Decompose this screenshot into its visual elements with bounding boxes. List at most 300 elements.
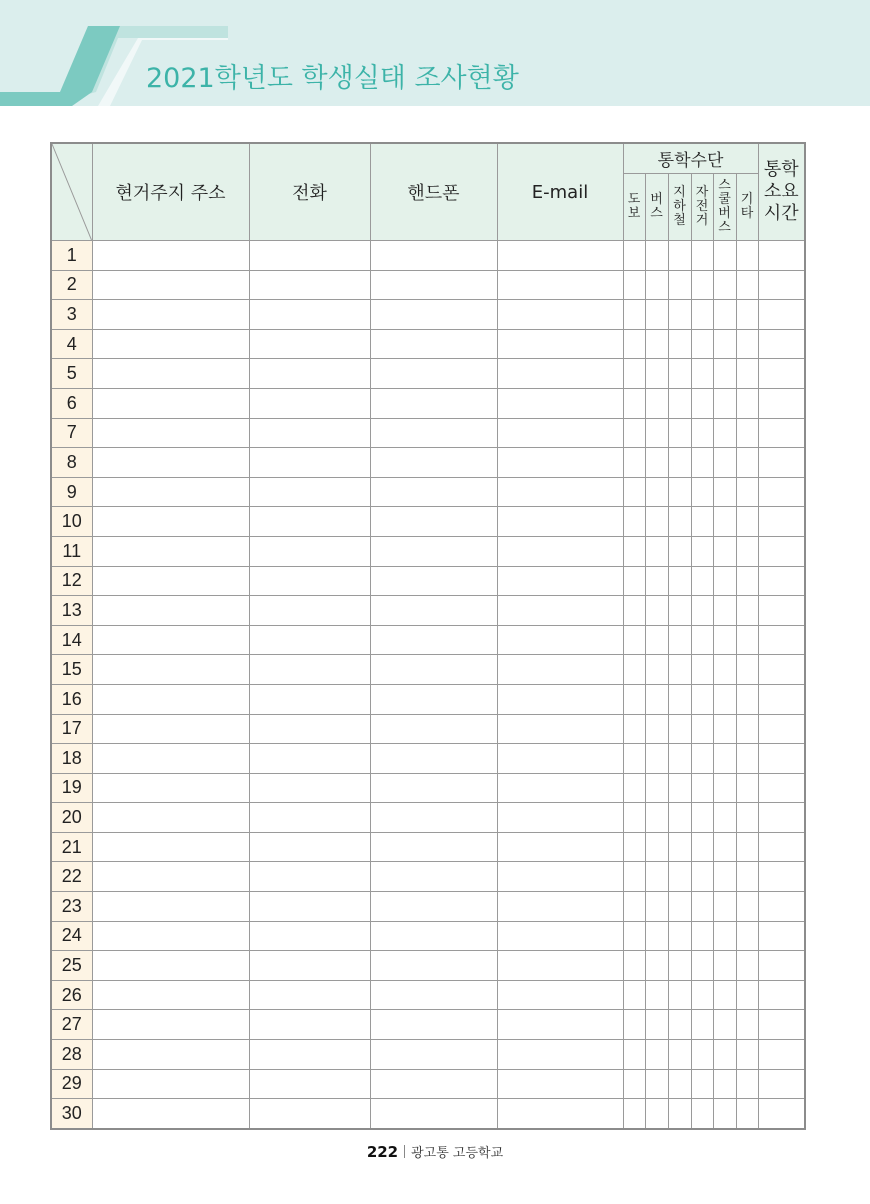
entry-cell[interactable] (249, 477, 370, 507)
entry-cell[interactable] (249, 744, 370, 774)
entry-cell[interactable] (623, 418, 645, 448)
entry-cell[interactable] (370, 832, 497, 862)
entry-cell[interactable] (623, 477, 645, 507)
entry-cell[interactable] (713, 566, 736, 596)
entry-cell[interactable] (691, 300, 713, 330)
entry-cell[interactable] (758, 270, 805, 300)
entry-cell[interactable] (713, 980, 736, 1010)
entry-cell[interactable] (691, 655, 713, 685)
entry-cell[interactable] (92, 862, 249, 892)
entry-cell[interactable] (370, 862, 497, 892)
entry-cell[interactable] (691, 744, 713, 774)
entry-cell[interactable] (758, 507, 805, 537)
entry-cell[interactable] (668, 536, 691, 566)
entry-cell[interactable] (758, 1010, 805, 1040)
entry-cell[interactable] (497, 300, 623, 330)
entry-cell[interactable] (758, 359, 805, 389)
entry-cell[interactable] (249, 773, 370, 803)
entry-cell[interactable] (736, 655, 758, 685)
entry-cell[interactable] (736, 566, 758, 596)
entry-cell[interactable] (497, 270, 623, 300)
entry-cell[interactable] (691, 684, 713, 714)
entry-cell[interactable] (668, 448, 691, 478)
entry-cell[interactable] (736, 1010, 758, 1040)
entry-cell[interactable] (758, 1069, 805, 1099)
entry-cell[interactable] (370, 596, 497, 626)
entry-cell[interactable] (758, 329, 805, 359)
entry-cell[interactable] (645, 448, 668, 478)
entry-cell[interactable] (623, 388, 645, 418)
entry-cell[interactable] (645, 1010, 668, 1040)
entry-cell[interactable] (370, 566, 497, 596)
entry-cell[interactable] (758, 388, 805, 418)
entry-cell[interactable] (736, 773, 758, 803)
entry-cell[interactable] (713, 1010, 736, 1040)
entry-cell[interactable] (623, 714, 645, 744)
entry-cell[interactable] (92, 300, 249, 330)
entry-cell[interactable] (92, 1069, 249, 1099)
entry-cell[interactable] (713, 507, 736, 537)
entry-cell[interactable] (623, 832, 645, 862)
entry-cell[interactable] (691, 566, 713, 596)
entry-cell[interactable] (370, 418, 497, 448)
entry-cell[interactable] (623, 329, 645, 359)
entry-cell[interactable] (370, 892, 497, 922)
entry-cell[interactable] (713, 921, 736, 951)
entry-cell[interactable] (713, 270, 736, 300)
entry-cell[interactable] (713, 862, 736, 892)
entry-cell[interactable] (645, 1099, 668, 1129)
entry-cell[interactable] (623, 241, 645, 271)
entry-cell[interactable] (249, 448, 370, 478)
entry-cell[interactable] (92, 951, 249, 981)
entry-cell[interactable] (736, 329, 758, 359)
entry-cell[interactable] (249, 241, 370, 271)
entry-cell[interactable] (249, 862, 370, 892)
entry-cell[interactable] (92, 388, 249, 418)
entry-cell[interactable] (691, 329, 713, 359)
entry-cell[interactable] (370, 477, 497, 507)
entry-cell[interactable] (668, 744, 691, 774)
entry-cell[interactable] (736, 388, 758, 418)
entry-cell[interactable] (645, 980, 668, 1010)
entry-cell[interactable] (249, 951, 370, 981)
entry-cell[interactable] (713, 300, 736, 330)
entry-cell[interactable] (497, 1040, 623, 1070)
entry-cell[interactable] (691, 388, 713, 418)
entry-cell[interactable] (92, 625, 249, 655)
entry-cell[interactable] (736, 980, 758, 1010)
entry-cell[interactable] (249, 596, 370, 626)
entry-cell[interactable] (668, 714, 691, 744)
entry-cell[interactable] (370, 300, 497, 330)
entry-cell[interactable] (92, 536, 249, 566)
entry-cell[interactable] (713, 951, 736, 981)
entry-cell[interactable] (736, 300, 758, 330)
entry-cell[interactable] (370, 684, 497, 714)
entry-cell[interactable] (668, 655, 691, 685)
entry-cell[interactable] (691, 418, 713, 448)
entry-cell[interactable] (645, 684, 668, 714)
entry-cell[interactable] (758, 448, 805, 478)
entry-cell[interactable] (736, 803, 758, 833)
entry-cell[interactable] (691, 241, 713, 271)
entry-cell[interactable] (623, 862, 645, 892)
entry-cell[interactable] (645, 477, 668, 507)
entry-cell[interactable] (691, 832, 713, 862)
entry-cell[interactable] (713, 803, 736, 833)
entry-cell[interactable] (736, 1069, 758, 1099)
entry-cell[interactable] (623, 300, 645, 330)
entry-cell[interactable] (668, 300, 691, 330)
entry-cell[interactable] (92, 832, 249, 862)
entry-cell[interactable] (691, 892, 713, 922)
entry-cell[interactable] (713, 359, 736, 389)
entry-cell[interactable] (691, 536, 713, 566)
entry-cell[interactable] (497, 714, 623, 744)
entry-cell[interactable] (645, 418, 668, 448)
entry-cell[interactable] (497, 596, 623, 626)
entry-cell[interactable] (645, 773, 668, 803)
entry-cell[interactable] (736, 684, 758, 714)
entry-cell[interactable] (736, 359, 758, 389)
entry-cell[interactable] (497, 477, 623, 507)
entry-cell[interactable] (713, 832, 736, 862)
entry-cell[interactable] (370, 359, 497, 389)
entry-cell[interactable] (370, 1099, 497, 1129)
entry-cell[interactable] (758, 832, 805, 862)
entry-cell[interactable] (736, 477, 758, 507)
entry-cell[interactable] (497, 359, 623, 389)
entry-cell[interactable] (249, 329, 370, 359)
entry-cell[interactable] (623, 1040, 645, 1070)
entry-cell[interactable] (691, 625, 713, 655)
entry-cell[interactable] (691, 921, 713, 951)
entry-cell[interactable] (249, 300, 370, 330)
entry-cell[interactable] (668, 507, 691, 537)
entry-cell[interactable] (691, 596, 713, 626)
entry-cell[interactable] (497, 241, 623, 271)
entry-cell[interactable] (758, 803, 805, 833)
entry-cell[interactable] (92, 684, 249, 714)
entry-cell[interactable] (623, 536, 645, 566)
entry-cell[interactable] (713, 329, 736, 359)
entry-cell[interactable] (668, 418, 691, 448)
entry-cell[interactable] (758, 951, 805, 981)
entry-cell[interactable] (92, 921, 249, 951)
entry-cell[interactable] (691, 1040, 713, 1070)
entry-cell[interactable] (645, 744, 668, 774)
entry-cell[interactable] (249, 803, 370, 833)
entry-cell[interactable] (623, 270, 645, 300)
entry-cell[interactable] (645, 241, 668, 271)
entry-cell[interactable] (758, 684, 805, 714)
entry-cell[interactable] (92, 773, 249, 803)
entry-cell[interactable] (691, 448, 713, 478)
entry-cell[interactable] (645, 596, 668, 626)
entry-cell[interactable] (623, 980, 645, 1010)
entry-cell[interactable] (736, 507, 758, 537)
entry-cell[interactable] (623, 951, 645, 981)
entry-cell[interactable] (623, 655, 645, 685)
entry-cell[interactable] (497, 744, 623, 774)
entry-cell[interactable] (623, 625, 645, 655)
entry-cell[interactable] (645, 270, 668, 300)
entry-cell[interactable] (736, 1040, 758, 1070)
entry-cell[interactable] (370, 773, 497, 803)
entry-cell[interactable] (249, 1069, 370, 1099)
entry-cell[interactable] (92, 448, 249, 478)
entry-cell[interactable] (370, 951, 497, 981)
entry-cell[interactable] (92, 270, 249, 300)
entry-cell[interactable] (623, 744, 645, 774)
entry-cell[interactable] (758, 980, 805, 1010)
entry-cell[interactable] (370, 744, 497, 774)
entry-cell[interactable] (645, 655, 668, 685)
entry-cell[interactable] (623, 1099, 645, 1129)
entry-cell[interactable] (691, 862, 713, 892)
entry-cell[interactable] (758, 744, 805, 774)
entry-cell[interactable] (623, 892, 645, 922)
entry-cell[interactable] (497, 1099, 623, 1129)
entry-cell[interactable] (758, 418, 805, 448)
entry-cell[interactable] (691, 477, 713, 507)
entry-cell[interactable] (370, 655, 497, 685)
entry-cell[interactable] (645, 536, 668, 566)
entry-cell[interactable] (691, 803, 713, 833)
entry-cell[interactable] (713, 418, 736, 448)
entry-cell[interactable] (249, 892, 370, 922)
entry-cell[interactable] (92, 803, 249, 833)
entry-cell[interactable] (370, 921, 497, 951)
entry-cell[interactable] (691, 951, 713, 981)
entry-cell[interactable] (497, 566, 623, 596)
entry-cell[interactable] (92, 1010, 249, 1040)
entry-cell[interactable] (370, 1010, 497, 1040)
entry-cell[interactable] (497, 625, 623, 655)
entry-cell[interactable] (758, 773, 805, 803)
entry-cell[interactable] (668, 684, 691, 714)
entry-cell[interactable] (623, 773, 645, 803)
entry-cell[interactable] (497, 1010, 623, 1040)
entry-cell[interactable] (623, 359, 645, 389)
entry-cell[interactable] (370, 448, 497, 478)
entry-cell[interactable] (736, 951, 758, 981)
entry-cell[interactable] (668, 388, 691, 418)
entry-cell[interactable] (668, 1040, 691, 1070)
entry-cell[interactable] (249, 418, 370, 448)
entry-cell[interactable] (691, 714, 713, 744)
entry-cell[interactable] (758, 714, 805, 744)
entry-cell[interactable] (249, 1099, 370, 1129)
entry-cell[interactable] (736, 270, 758, 300)
entry-cell[interactable] (645, 1069, 668, 1099)
entry-cell[interactable] (691, 1010, 713, 1040)
entry-cell[interactable] (645, 1040, 668, 1070)
entry-cell[interactable] (370, 329, 497, 359)
entry-cell[interactable] (668, 566, 691, 596)
entry-cell[interactable] (691, 1099, 713, 1129)
entry-cell[interactable] (623, 1010, 645, 1040)
entry-cell[interactable] (713, 388, 736, 418)
entry-cell[interactable] (92, 359, 249, 389)
entry-cell[interactable] (249, 921, 370, 951)
entry-cell[interactable] (497, 388, 623, 418)
entry-cell[interactable] (713, 684, 736, 714)
entry-cell[interactable] (645, 388, 668, 418)
entry-cell[interactable] (713, 596, 736, 626)
entry-cell[interactable] (758, 566, 805, 596)
entry-cell[interactable] (497, 655, 623, 685)
entry-cell[interactable] (92, 241, 249, 271)
entry-cell[interactable] (668, 329, 691, 359)
entry-cell[interactable] (713, 655, 736, 685)
entry-cell[interactable] (370, 241, 497, 271)
entry-cell[interactable] (497, 832, 623, 862)
entry-cell[interactable] (92, 596, 249, 626)
entry-cell[interactable] (736, 596, 758, 626)
entry-cell[interactable] (668, 625, 691, 655)
entry-cell[interactable] (497, 921, 623, 951)
entry-cell[interactable] (497, 980, 623, 1010)
entry-cell[interactable] (713, 714, 736, 744)
entry-cell[interactable] (92, 655, 249, 685)
entry-cell[interactable] (668, 359, 691, 389)
entry-cell[interactable] (370, 1040, 497, 1070)
entry-cell[interactable] (736, 1099, 758, 1129)
entry-cell[interactable] (758, 921, 805, 951)
entry-cell[interactable] (249, 1040, 370, 1070)
entry-cell[interactable] (736, 744, 758, 774)
entry-cell[interactable] (668, 270, 691, 300)
entry-cell[interactable] (249, 566, 370, 596)
entry-cell[interactable] (668, 862, 691, 892)
entry-cell[interactable] (623, 1069, 645, 1099)
entry-cell[interactable] (736, 862, 758, 892)
entry-cell[interactable] (645, 329, 668, 359)
entry-cell[interactable] (645, 359, 668, 389)
entry-cell[interactable] (736, 536, 758, 566)
entry-cell[interactable] (691, 270, 713, 300)
entry-cell[interactable] (758, 655, 805, 685)
entry-cell[interactable] (691, 1069, 713, 1099)
entry-cell[interactable] (497, 418, 623, 448)
entry-cell[interactable] (713, 1069, 736, 1099)
entry-cell[interactable] (645, 951, 668, 981)
entry-cell[interactable] (370, 507, 497, 537)
entry-cell[interactable] (623, 684, 645, 714)
entry-cell[interactable] (758, 1040, 805, 1070)
entry-cell[interactable] (497, 507, 623, 537)
entry-cell[interactable] (758, 536, 805, 566)
entry-cell[interactable] (713, 536, 736, 566)
entry-cell[interactable] (92, 507, 249, 537)
entry-cell[interactable] (249, 832, 370, 862)
entry-cell[interactable] (92, 744, 249, 774)
entry-cell[interactable] (645, 832, 668, 862)
entry-cell[interactable] (623, 507, 645, 537)
entry-cell[interactable] (668, 892, 691, 922)
entry-cell[interactable] (758, 625, 805, 655)
entry-cell[interactable] (668, 1069, 691, 1099)
entry-cell[interactable] (736, 241, 758, 271)
entry-cell[interactable] (736, 714, 758, 744)
entry-cell[interactable] (713, 477, 736, 507)
entry-cell[interactable] (249, 714, 370, 744)
entry-cell[interactable] (249, 388, 370, 418)
entry-cell[interactable] (668, 980, 691, 1010)
entry-cell[interactable] (92, 1099, 249, 1129)
entry-cell[interactable] (370, 270, 497, 300)
entry-cell[interactable] (758, 892, 805, 922)
entry-cell[interactable] (713, 1040, 736, 1070)
entry-cell[interactable] (645, 921, 668, 951)
entry-cell[interactable] (92, 1040, 249, 1070)
entry-cell[interactable] (370, 536, 497, 566)
entry-cell[interactable] (370, 388, 497, 418)
entry-cell[interactable] (370, 1069, 497, 1099)
entry-cell[interactable] (249, 625, 370, 655)
entry-cell[interactable] (758, 862, 805, 892)
entry-cell[interactable] (370, 980, 497, 1010)
entry-cell[interactable] (645, 566, 668, 596)
entry-cell[interactable] (668, 803, 691, 833)
entry-cell[interactable] (645, 625, 668, 655)
entry-cell[interactable] (249, 359, 370, 389)
entry-cell[interactable] (736, 448, 758, 478)
entry-cell[interactable] (370, 625, 497, 655)
entry-cell[interactable] (691, 773, 713, 803)
entry-cell[interactable] (370, 714, 497, 744)
entry-cell[interactable] (249, 655, 370, 685)
entry-cell[interactable] (668, 773, 691, 803)
entry-cell[interactable] (92, 892, 249, 922)
entry-cell[interactable] (497, 773, 623, 803)
entry-cell[interactable] (691, 980, 713, 1010)
entry-cell[interactable] (758, 300, 805, 330)
entry-cell[interactable] (713, 241, 736, 271)
entry-cell[interactable] (645, 714, 668, 744)
entry-cell[interactable] (758, 596, 805, 626)
entry-cell[interactable] (645, 892, 668, 922)
entry-cell[interactable] (497, 892, 623, 922)
entry-cell[interactable] (497, 803, 623, 833)
entry-cell[interactable] (497, 1069, 623, 1099)
entry-cell[interactable] (668, 1099, 691, 1129)
entry-cell[interactable] (92, 329, 249, 359)
entry-cell[interactable] (736, 418, 758, 448)
entry-cell[interactable] (713, 892, 736, 922)
entry-cell[interactable] (691, 507, 713, 537)
entry-cell[interactable] (645, 300, 668, 330)
entry-cell[interactable] (249, 684, 370, 714)
entry-cell[interactable] (713, 1099, 736, 1129)
entry-cell[interactable] (713, 744, 736, 774)
entry-cell[interactable] (623, 921, 645, 951)
entry-cell[interactable] (668, 1010, 691, 1040)
entry-cell[interactable] (249, 536, 370, 566)
entry-cell[interactable] (623, 566, 645, 596)
entry-cell[interactable] (249, 980, 370, 1010)
entry-cell[interactable] (736, 625, 758, 655)
entry-cell[interactable] (92, 566, 249, 596)
entry-cell[interactable] (623, 596, 645, 626)
entry-cell[interactable] (645, 803, 668, 833)
entry-cell[interactable] (668, 477, 691, 507)
entry-cell[interactable] (497, 536, 623, 566)
entry-cell[interactable] (623, 448, 645, 478)
entry-cell[interactable] (758, 1099, 805, 1129)
